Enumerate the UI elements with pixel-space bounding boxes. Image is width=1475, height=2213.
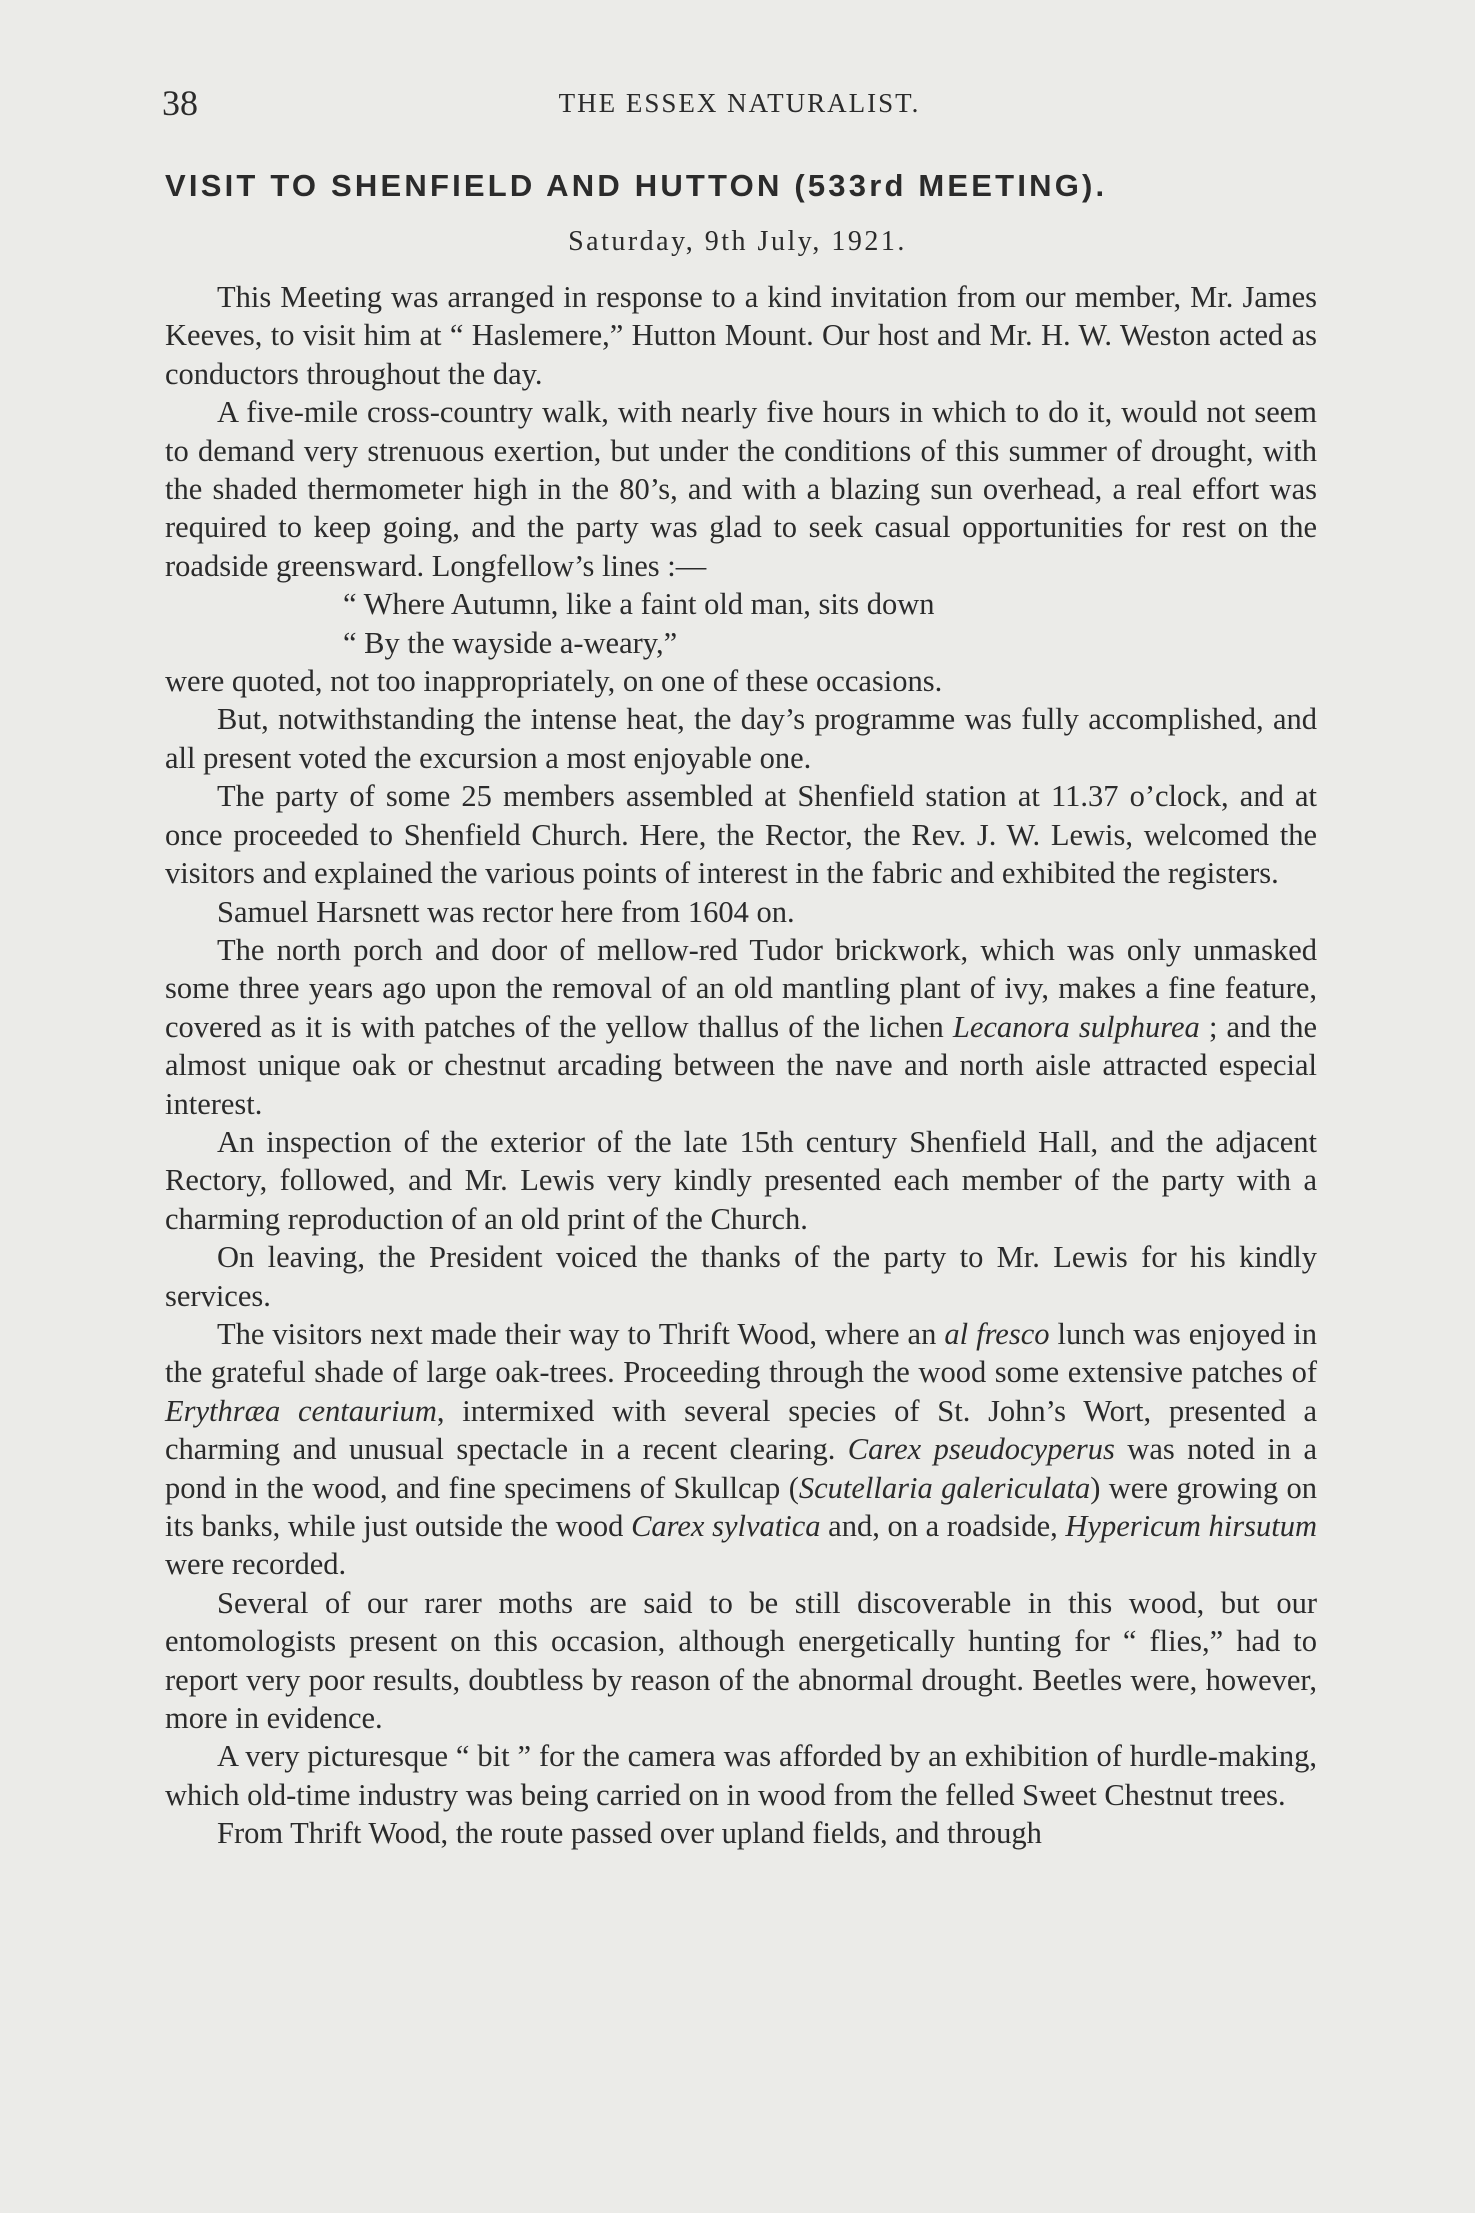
quote-line: “ Where Autumn, like a faint old man, sits down	[343, 587, 935, 622]
poem-quote	[165, 585, 1317, 662]
paragraph: A very picturesque “ bit ” for the camera was afforded by an exhibition of hurdle-making, which old-time industry was being carried on in wood from the felled Sweet Chestnut trees.	[165, 1739, 1317, 1812]
species-name: Erythræa centaurium	[165, 1393, 437, 1428]
species-name: Carex sylvatica	[631, 1509, 821, 1543]
italic-phrase: al fresco	[944, 1316, 1050, 1351]
species-name: Hypericum hirsutum	[1065, 1509, 1317, 1543]
paragraph: From Thrift Wood, the route passed over upland fields, and through	[217, 1816, 1042, 1851]
quote-line: “ By the wayside a-weary,”	[343, 625, 678, 660]
species-name: Lecanora sulphurea	[952, 1009, 1200, 1044]
paragraph: Several of our rarer moths are said to be still discoverable in this wood, but our entomologists present on this occasion, although energetically hunting for “ flies,” had to report very poor results, doubtless by reason of the abnormal drought. Beetles were, however, more in evidence.	[165, 1585, 1317, 1736]
article-body	[165, 278, 1317, 1853]
paragraph: But, notwithstanding the intense heat, the day’s programme was fully accomplished, and all present voted the excursion a most enjoyable one.	[165, 702, 1317, 775]
paragraph	[165, 1315, 1317, 1584]
text-run: , intermixed with several species of St. John’s Wort, presented a charming and unusual spectacle in a recent clearing.	[165, 1393, 1317, 1467]
paragraph: were quoted, not too inappropriately, on one of these occasions.	[165, 664, 943, 699]
paragraph: An inspection of the exterior of the late 15th century Shenfield Hall, and the adjacent Rectory, followed, and Mr. Lewis very kindly presented each member of the party with a charming reproduction of an old print of the Church.	[165, 1124, 1317, 1236]
text-run: was noted in a pond in the wood, and fine specimens of Skullcap (	[165, 1432, 1317, 1505]
text-run: The visitors next made their way to Thrift Wood, where an	[217, 1316, 945, 1351]
page-header	[162, 82, 1317, 132]
text-run: ) were growing on its banks, while just outside the wood	[165, 1470, 1317, 1543]
paragraph: The party of some 25 members assembled at Shenfield station at 11.37 o’clock, and at once proceeded to Shenfield Church. Here, the Rector, the Rev. J. W. Lewis, welcomed the visitors and explained the various points of interest in the fabric and exhibited the registers.	[165, 779, 1317, 891]
species-name: Scutellaria galericulata	[798, 1470, 1091, 1505]
text-run: lunch was enjoyed in the grateful shade of large oak-trees. Proceeding through the wood some extensive patches of	[165, 1316, 1317, 1390]
text-run: were recorded.	[165, 1547, 347, 1582]
text-run: and, on a roadside,	[820, 1509, 1066, 1543]
species-name: Carex pseudocyperus	[847, 1432, 1115, 1467]
text-run: The north porch and door of mellow-red Tudor brickwork, which was only unmasked some three years ago upon the removal of an old mantling plant of ivy, makes a fine feature, covered as it is with patches of the yellow thallus of the lichen	[165, 932, 1317, 1044]
text-run: ; and the almost unique oak or chestnut arcading between the nave and north aisle attracted especial interest.	[165, 1009, 1317, 1121]
paragraph: Samuel Harsnett was rector here from 1604 on.	[217, 894, 795, 929]
paragraph	[165, 931, 1317, 1123]
running-head: THE ESSEX NATURALIST.	[558, 88, 921, 118]
article-date: Saturday, 9th July, 1921.	[568, 226, 907, 257]
paragraph: On leaving, the President voiced the thanks of the party to Mr. Lewis for his kindly services.	[165, 1240, 1317, 1313]
paragraph: This Meeting was arranged in response to a kind invitation from our member, Mr. James Keeves, to visit him at “ Haslemere,” Hutton Mount. Our host and Mr. H. W. Weston acted as conductors throughout the day.	[165, 280, 1317, 391]
article-title: VISIT TO SHENFIELD AND HUTTON (533rd MEETING).	[165, 168, 1108, 203]
page-number: 38	[162, 83, 198, 123]
paragraph: A five-mile cross-country walk, with nearly five hours in which to do it, would not seem to demand very strenuous exertion, but under the conditions of this summer of drought, with the shaded thermometer high in the 80’s, and with a blazing sun overhead, a real effort was required to keep going, and the party was glad to seek casual opportunities for rest on the roadside greensward. Longfellow’s lines :—	[165, 395, 1317, 583]
